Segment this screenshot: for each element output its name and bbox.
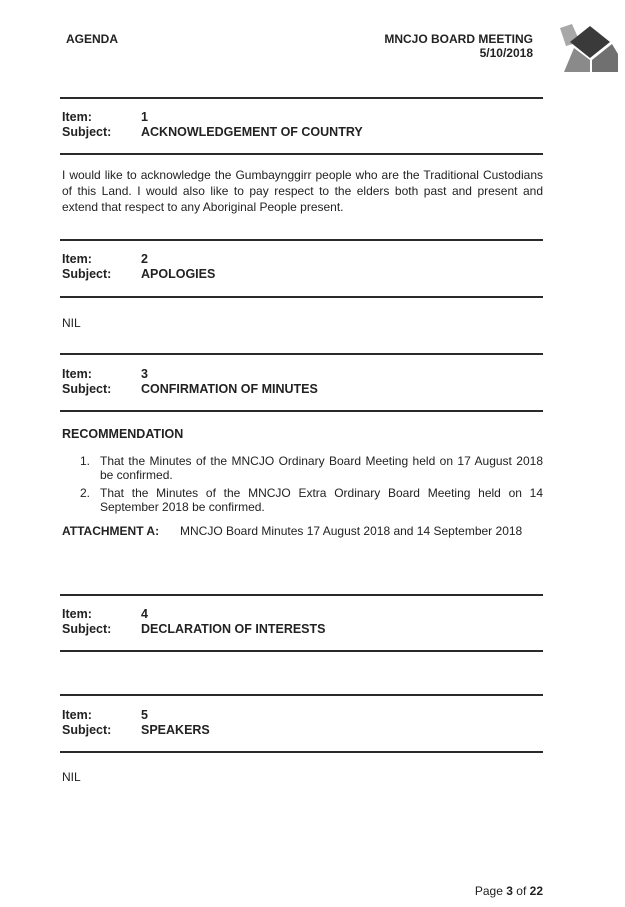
section-rule: [60, 153, 543, 155]
section-rule: [60, 353, 543, 355]
speakers-text: NIL: [62, 770, 81, 784]
section-rule: [60, 694, 543, 696]
item-number: 3: [141, 367, 148, 381]
page-current: 3: [506, 884, 513, 898]
section-rule: [60, 751, 543, 753]
list-item-text: That the Minutes of the MNCJO Extra Ordinary Board Meeting held on 14 September 2018 be confirmed.: [100, 486, 543, 514]
item-label: Item:: [62, 252, 92, 266]
list-item: [62, 486, 543, 514]
subject-label: Subject:: [62, 622, 112, 636]
subject-label: Subject:: [62, 382, 112, 396]
item-label: Item:: [62, 367, 92, 381]
meeting-title: MNCJO BOARD MEETING: [384, 32, 533, 46]
subject-label: Subject:: [62, 125, 112, 139]
section-rule: [60, 594, 543, 596]
list-item-text: That the Minutes of the MNCJO Ordinary Board Meeting held on 17 August 2018 be confirmed.: [100, 454, 543, 482]
subject-text: APOLOGIES: [141, 267, 216, 281]
section-rule: [60, 650, 543, 652]
item-label: Item:: [62, 110, 92, 124]
page-prefix: Page: [474, 884, 503, 898]
acknowledgement-text: I would like to acknowledge the Gumbaynggirr people who are the Traditional Custodians of this Land. I would also like to pay respect to the elders both past and present and extend that respect to any Aboriginal People present.: [62, 168, 543, 214]
recommendation-list: [62, 454, 543, 518]
recommendation-heading: RECOMMENDATION: [62, 427, 184, 441]
item-number: 1: [141, 110, 148, 124]
subject-label: Subject:: [62, 723, 112, 737]
attachment-label: ATTACHMENT A:: [62, 524, 160, 538]
agenda-label: AGENDA: [66, 32, 119, 46]
meeting-date: 5/10/2018: [479, 46, 533, 60]
attachment-text: MNCJO Board Minutes 17 August 2018 and 14 September 2018: [180, 524, 523, 538]
subject-text: CONFIRMATION OF MINUTES: [141, 382, 318, 396]
subject-text: DECLARATION OF INTERESTS: [141, 622, 326, 636]
attachment-line: [62, 524, 522, 538]
list-item: [62, 454, 543, 482]
subject-text: ACKNOWLEDGEMENT OF COUNTRY: [141, 125, 363, 139]
section-rule: [60, 97, 543, 99]
logo-diamond-icon: [560, 24, 618, 72]
meeting-header: [384, 32, 533, 60]
subject-text: SPEAKERS: [141, 723, 210, 737]
section-rule: [60, 296, 543, 298]
section-rule: [60, 410, 543, 412]
section-rule: [60, 239, 543, 241]
item-label: Item:: [62, 708, 92, 722]
apologies-text: NIL: [62, 316, 81, 330]
item-number: 4: [141, 607, 148, 621]
item-number: 2: [141, 252, 148, 266]
list-number: 2.: [80, 486, 91, 500]
page-number: [475, 884, 543, 898]
item-number: 5: [141, 708, 148, 722]
list-number: 1.: [80, 454, 91, 468]
page-of: of: [516, 884, 527, 898]
subject-label: Subject:: [62, 267, 112, 281]
page-total: 22: [529, 884, 543, 898]
item-label: Item:: [62, 607, 92, 621]
